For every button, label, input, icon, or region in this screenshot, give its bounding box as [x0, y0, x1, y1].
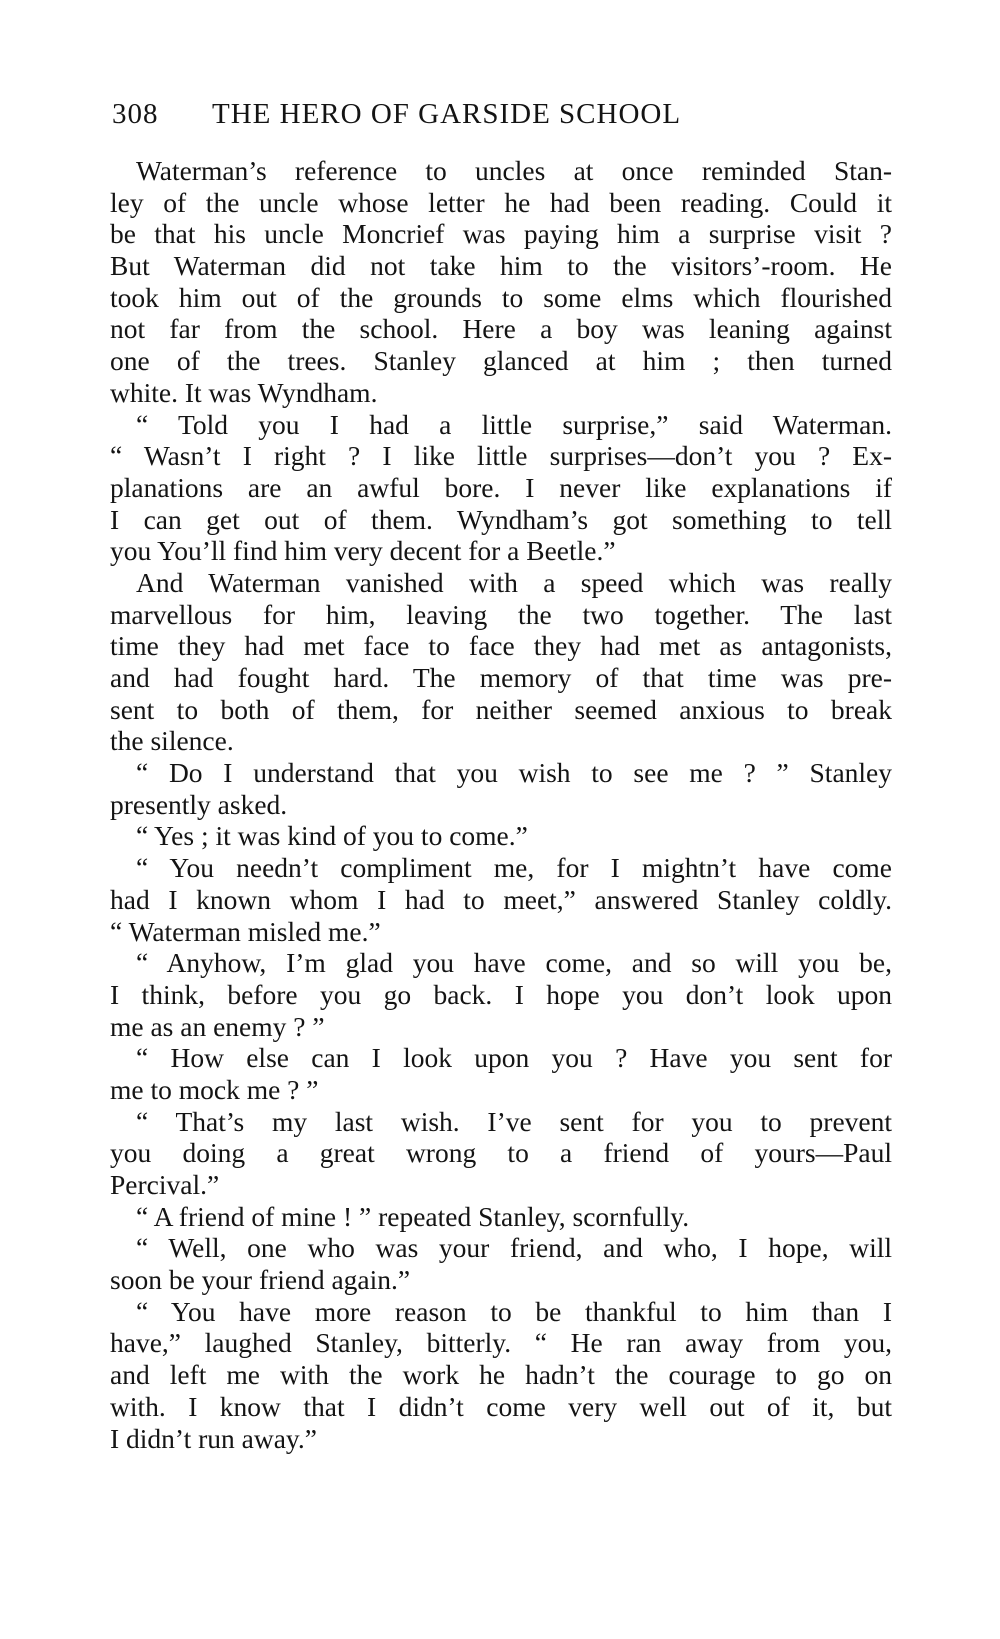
page-number: 308 [112, 98, 159, 130]
text-line: Percival.” [110, 1169, 220, 1200]
text-line: sent to both of them, for neither seemed anxious to break [110, 693, 892, 725]
text-line: Waterman’s reference to uncles at once reminded Stan- [136, 155, 892, 186]
text-line: But Waterman did not take him to the visitors’-room. He [110, 250, 892, 282]
text-line: “ Wasn’t I right ? I like little surprises—don’t you ? Ex- [110, 440, 892, 472]
text-line: ley of the uncle whose letter he had been reading. Could it [110, 186, 892, 218]
text-line: be that his uncle Moncrief was paying him a surprise visit ? [110, 218, 892, 250]
text-line: “ A friend of mine ! ” repeated Stanley, scornfully. [136, 1200, 690, 1232]
text-line: “ Told you I had a little surprise,” said Waterman. [136, 408, 892, 440]
text-line: and left me with the work he hadn’t the courage to go on [110, 1359, 892, 1391]
text-line: marvellous for him, leaving the two together. The last [110, 598, 892, 630]
text-line: presently asked. [110, 788, 288, 820]
text-line: time they had met face to face they had met as antagonists, [110, 630, 892, 662]
text-line: soon be your friend again.” [110, 1264, 411, 1296]
text-line: one of the trees. Stanley glanced at him ; then turned [110, 345, 892, 377]
text-line: you You’ll find him very decent for a Beetle.” [110, 535, 616, 567]
text-line: me to mock me ? ” [110, 1073, 319, 1105]
text-line: the silence. [110, 725, 234, 757]
text-line: “ Anyhow, I’m glad you have come, and so will you be, [136, 947, 892, 979]
text-line: and had fought hard. The memory of that time was pre- [110, 662, 892, 693]
text-line: took him out of the grounds to some elms which flourished [110, 281, 892, 313]
running-title: THE HERO OF GARSIDE SCHOOL [212, 98, 682, 130]
body-text [110, 155, 892, 1454]
text-line: planations are an awful bore. I never like explanations if [110, 471, 892, 503]
running-header [112, 98, 892, 138]
text-line: had I known whom I had to meet,” answered Stanley coldly. [110, 883, 892, 915]
text-line: with. I know that I didn’t come very well out of it, but [110, 1390, 892, 1422]
text-line: you doing a great wrong to a friend of yours—Paul [110, 1137, 892, 1169]
text-line: I can get out of them. Wyndham’s got something to tell [110, 503, 892, 535]
text-line: me as an enemy ? ” [110, 1010, 325, 1042]
text-line: I didn’t run away.” [110, 1422, 317, 1454]
text-line: “ Waterman misled me.” [110, 915, 381, 947]
text-line: “ You have more reason to be thankful to him than I [136, 1295, 892, 1327]
text-line: “ How else can I look upon you ? Have you sent for [136, 1042, 892, 1074]
text-line: “ You needn’t compliment me, for I mightn’t have come [136, 852, 892, 884]
text-line: I think, before you go back. I hope you don’t look upon [110, 978, 892, 1010]
text-line: “ Well, one who was your friend, and who, I hope, will [136, 1232, 892, 1264]
text-line: not far from the school. Here a boy was leaning against [110, 313, 892, 345]
text-line: white. It was Wyndham. [110, 376, 378, 408]
text-line: “ That’s my last wish. I’ve sent for you to prevent [136, 1105, 892, 1137]
text-line: “ Yes ; it was kind of you to come.” [136, 820, 528, 852]
text-line: have,” laughed Stanley, bitterly. “ He ran away from you, [110, 1327, 892, 1359]
text-line: And Waterman vanished with a speed which was really [136, 566, 892, 598]
text-line: “ Do I understand that you wish to see me ? ” Stanley [136, 757, 892, 789]
